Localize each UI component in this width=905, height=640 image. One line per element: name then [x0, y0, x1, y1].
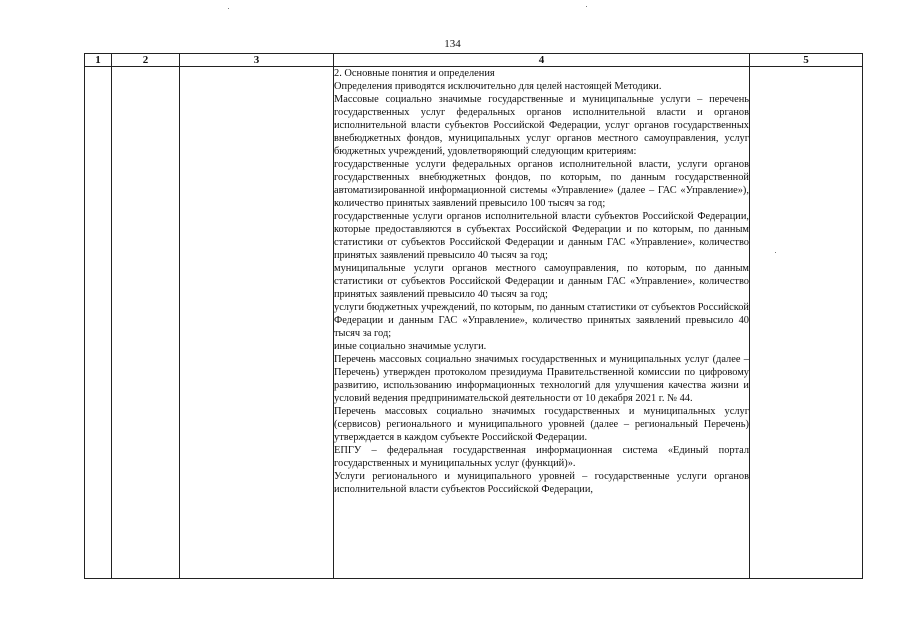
- column-header-4: 4: [334, 54, 750, 67]
- paragraph: муниципальные услуги органов местного самоуправления, по которым, по данным статистики от субъектов Российской Федерации и данным ГАС «Управление», количество принятых заявлений превысило 40 тысяч за год;: [334, 263, 749, 300]
- methodology-table: [84, 53, 863, 579]
- cell-col-5: [750, 67, 863, 579]
- paragraph: Перечень массовых социально значимых государственных и муниципальных услуг (далее – Перечень) утвержден протоколом президиума Правительственной комиссии по цифровому развитию, использованию информационных технологий для улучшения качества жизни и условий ведения предпринимательской деятельности от 10 декабря 2021 г. № 44.: [334, 354, 749, 404]
- cell-col-3: [180, 67, 334, 579]
- paragraph: Массовые социально значимые государственные и муниципальные услуги – перечень государственных услуг федеральных органов исполнительной власти и органов исполнительной власти субъектов Российской Федерации, услуг органов государственных внебюджетных фондов, муниципальных услуг органов местного самоуправления, услуг бюджетных учреждений, удовлетворяющий следующим критериям:: [334, 94, 749, 157]
- paragraph: государственные услуги органов исполнительной власти субъектов Российской Федерации, которые предоставляются в субъектах Российской Федерации и по которым, по данным статистики от субъектов Российской Федерации и данным ГАС «Управление», количество принятых заявлений превысило 40 тысяч за год;: [334, 211, 749, 261]
- column-header-1: 1: [85, 54, 112, 67]
- scan-speck: [775, 252, 776, 253]
- definitions-text: [334, 67, 749, 496]
- paragraph: ЕПГУ – федеральная государственная информационная система «Единый портал государственных и муниципальных услуг (функций)».: [334, 445, 749, 469]
- paragraph: услуги бюджетных учреждений, по которым, по данным статистики от субъектов Российской Федерации и данным ГАС «Управление», количество принятых заявлений превысило 40 тысяч за год;: [334, 302, 749, 339]
- paragraph: иные социально значимые услуги.: [334, 341, 487, 352]
- paragraph: государственные услуги федеральных органов исполнительной власти, услуги органов государственных внебюджетных фондов, по которым, по данным государственной автоматизированной информационной системы «Управление» (далее – ГАС «Управление»), количество принятых заявлений превысило 100 тысяч за год;: [334, 159, 749, 209]
- table-row: [85, 67, 863, 579]
- column-header-3: 3: [180, 54, 334, 67]
- column-header-2: 2: [112, 54, 180, 67]
- column-header-5: 5: [750, 54, 863, 67]
- cell-col-2: [112, 67, 180, 579]
- section-heading: 2. Основные понятия и определения: [334, 68, 495, 79]
- paragraph: Услуги регионального и муниципального уровней – государственные услуги органов исполнительной власти субъектов Российской Федерации,: [334, 471, 749, 495]
- paragraph: Определения приводятся исключительно для целей настоящей Методики.: [334, 81, 662, 92]
- paragraph: Перечень массовых социально значимых государственных и муниципальных услуг (сервисов) регионального и муниципального уровней (далее – региональный Перечень) утверждается в каждом субъекте Российской Федерации.: [334, 406, 749, 443]
- cell-col-1: [85, 67, 112, 579]
- scan-speck: [228, 8, 229, 9]
- scan-speck: [586, 6, 587, 7]
- header-row: [85, 54, 863, 67]
- page-number: 134: [444, 38, 461, 50]
- cell-col-4: [334, 67, 750, 579]
